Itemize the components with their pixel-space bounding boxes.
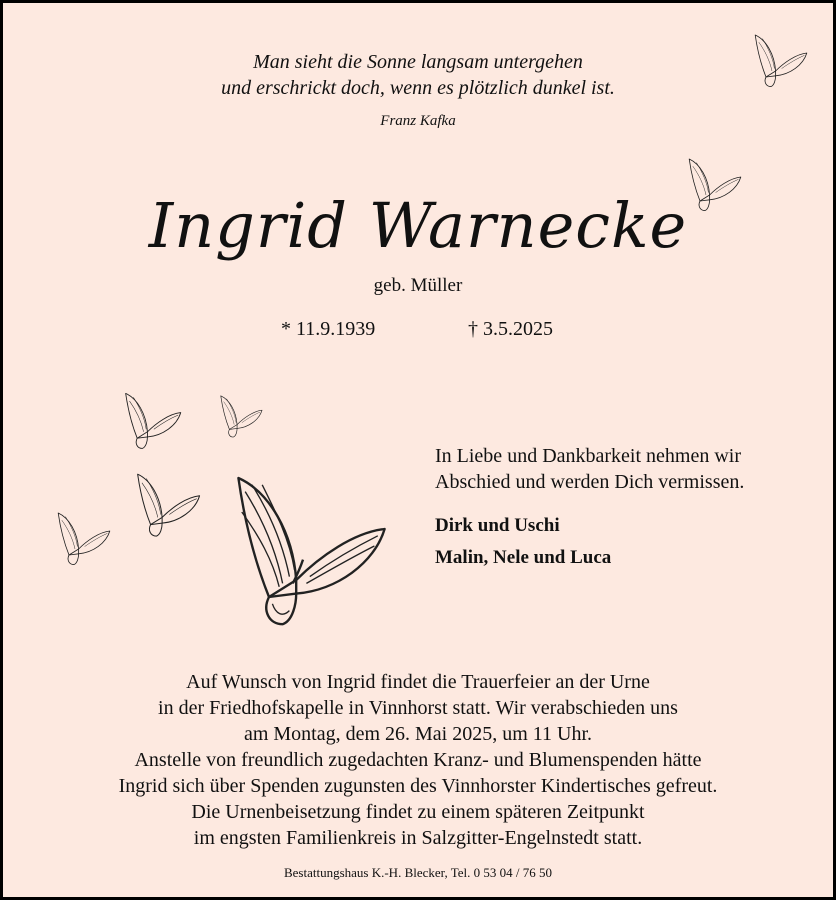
quote-author: Franz Kafka [380, 113, 456, 129]
notice-line: Anstelle von freundlich zugedachten Kranz- und Blumenspenden hätte [134, 749, 702, 771]
notice-line: Die Urnenbeisetzung findet zu einem späteren Zeitpunkt [191, 801, 645, 823]
notice-line: im engsten Familienkreis in Salzgitter-Engelnstedt statt. [193, 827, 643, 849]
deceased-name: Ingrid Warnecke [148, 189, 688, 262]
quote-line-1: Man sieht die Sonne langsam untergehen [253, 51, 583, 73]
death-date: † 3.5.2025 [468, 318, 553, 340]
quote [3, 49, 833, 101]
butterfly-icon [743, 29, 813, 89]
butterfly-icon [127, 467, 203, 539]
butterfly-icon [49, 507, 113, 567]
quote-line-2: und erschrickt doch, wenn es plötzlich dunkel ist. [221, 77, 615, 99]
farewell-text [435, 443, 815, 495]
butterfly-icon [679, 153, 745, 213]
mourner-2: Malin, Nele und Luca [435, 547, 612, 568]
notice-line: am Montag, dem 26. Mai 2025, um 11 Uhr. [243, 723, 593, 745]
notice-line: Ingrid sich über Spenden zugunsten des Vinnhorster Kindertisches gefreut. [118, 775, 718, 797]
birth-date: * 11.9.1939 [281, 318, 376, 340]
notice-line: Auf Wunsch von Ingrid findet die Trauerfeier an der Urne [186, 671, 650, 693]
butterfly-icon [213, 391, 265, 439]
birth-name: geb. Müller [373, 275, 463, 296]
notice-line: in der Friedhofskapelle in Vinnhorst statt. Wir verabschieden uns [158, 697, 678, 719]
mourner-1: Dirk und Uschi [435, 515, 560, 536]
farewell-line-1: In Liebe und Dankbarkeit nehmen wir [435, 445, 742, 467]
butterfly-icon [115, 387, 185, 451]
farewell-line-2: Abschied und werden Dich vermissen. [435, 471, 745, 493]
funeral-notice [3, 669, 833, 851]
funeral-home-footer: Bestattungshaus K.-H. Blecker, Tel. 0 53 04 / 76 50 [283, 865, 553, 880]
butterfly-icon [215, 461, 391, 631]
